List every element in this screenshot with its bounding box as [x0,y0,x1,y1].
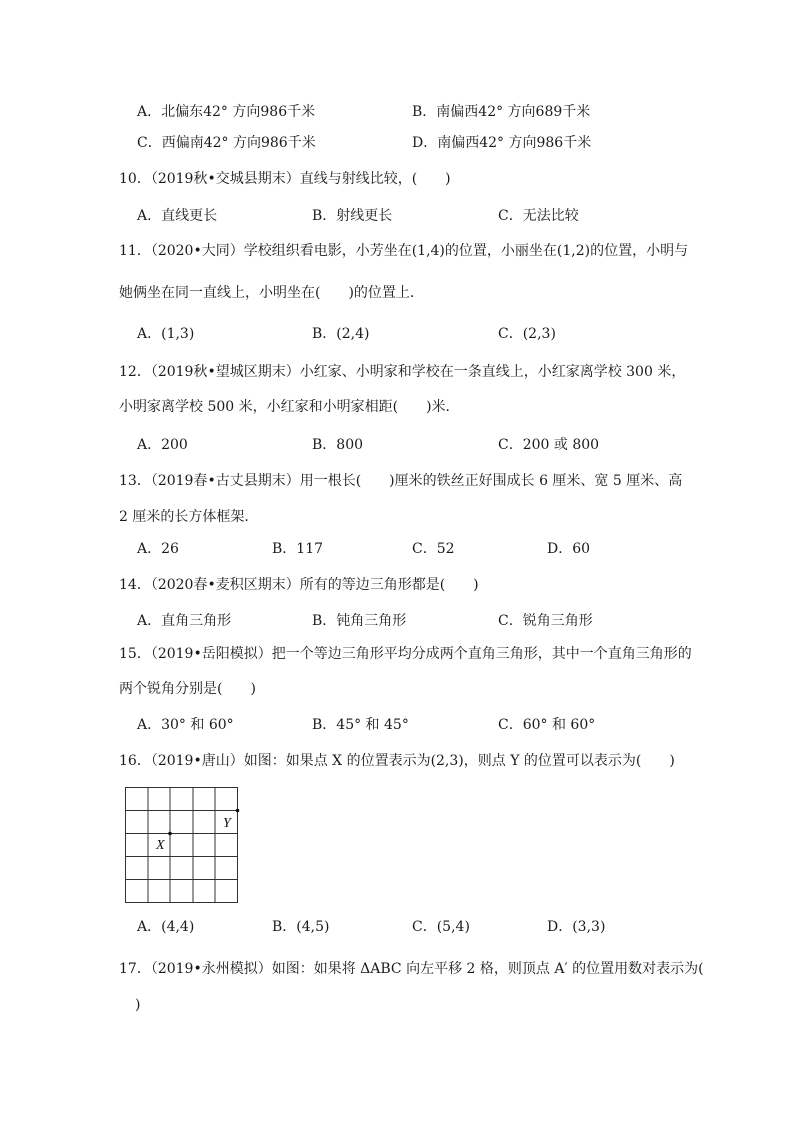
q16-option-b: B．(4,5) [272,919,330,935]
q16-option-c: C．(5,4) [412,919,470,935]
q11-option-c: C．(2,3) [498,326,556,342]
label-x: X [156,838,165,853]
q17-stem-line2: ) [135,997,141,1013]
q13-stem-line2: 2 厘米的长方体框架． [119,509,259,525]
q16-stem: 16．（2019•唐山）如图：如果点 X 的位置表示为(2,3)，则点 Y 的位置可以表示为( ) [119,753,675,769]
q12-option-c: C．200 或 800 [498,437,600,453]
q15-stem-line1: 15．（2019•岳阳模拟）把一个等边三角形平均分成两个直角三角形，其中一个直角三角形的 [119,646,692,662]
q14-option-b: B．钝角三角形 [312,613,407,629]
q12-option-b: B．800 [312,437,364,453]
q12-option-a: A．200 [137,437,188,453]
q17-stem-line1: 17．（2019•永州模拟）如图：如果将 ΔABC 向左平移 2 格，则顶点 A′ 的位置用数对表示为( [119,961,704,977]
q16-option-a: A．(4,4) [137,919,195,935]
q15-stem-line2: 两个锐角分别是( ) [119,681,256,697]
q10-option-c: C．无法比较 [498,208,579,224]
q12-stem-line1: 12．（2019秋•望城区期末）小红家、小明家和学校在一条直线上，小红家离学校 300 米， [119,364,686,380]
q14-option-c: C．锐角三角形 [498,613,593,629]
q15-option-a: A．30° 和 60° [137,717,234,733]
q9-option-d: D．南偏西42° 方向986千米 [412,135,592,151]
q13-option-a: A．26 [137,541,179,557]
q11-option-a: A．(1,3) [137,326,195,342]
q14-option-a: A．直角三角形 [137,613,232,629]
q14-stem: 14．（2020春•麦积区期末）所有的等边三角形都是( ) [119,577,479,593]
q10-option-a: A．直线更长 [137,208,218,224]
q12-stem-line2: 小明家离学校 500 米，小红家和小明家相距( )米． [119,399,460,415]
q13-option-b: B．117 [272,541,324,557]
q9-option-c: C．西偏南42° 方向986千米 [137,135,316,151]
q13-stem-line1: 13．（2019春•古丈县期末）用一根长( )厘米的铁丝正好围成长 6 厘米、宽 5 厘米、高 [119,473,683,489]
point-y [236,809,240,813]
q10-option-b: B．射线更长 [312,208,393,224]
q10-stem: 10．（2019秋•交城县期末）直线与射线比较，( ) [119,171,451,187]
q11-option-b: B．(2,4) [312,326,370,342]
q9-option-a: A．北偏东42° 方向986千米 [137,104,316,120]
q11-stem-line1: 11．（2020•大同）学校组织看电影，小芳坐在(1,4)的位置，小丽坐在(1,2)的位置，小明与 [119,243,689,259]
q15-option-c: C．60° 和 60° [498,717,596,733]
q9-option-b: B．南偏西42° 方向689千米 [412,104,591,120]
q13-option-c: C．52 [412,541,455,557]
point-x [168,832,172,836]
q15-option-b: B．45° 和 45° [312,717,409,733]
q13-option-d: D．60 [547,541,591,557]
q16-grid-figure [120,782,245,908]
q16-option-d: D．(3,3) [547,919,606,935]
label-y: Y [223,816,231,831]
grid-lines [126,788,238,903]
q11-stem-line2: 她俩坐在同一直线上，小明坐在( )的位置上． [119,285,424,301]
